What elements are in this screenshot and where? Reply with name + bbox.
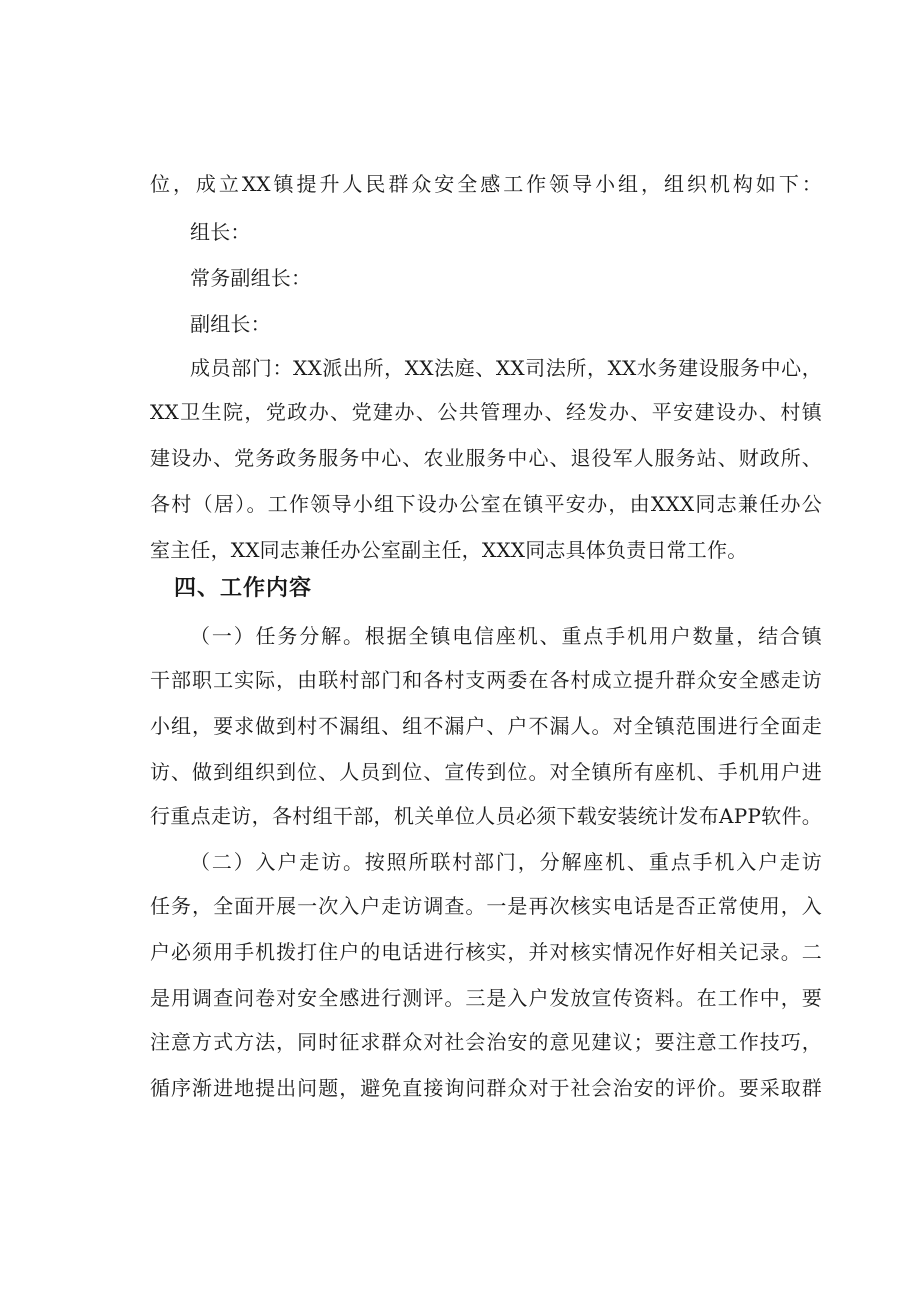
paragraph1-line: 干部职工实际，由联村部门和各村支两委在各村成立提升群众安全感走访 [150,668,822,692]
text-line-intro: 位，成立XX镇提升人民群众安全感工作领导小组，组织机构如下： [150,172,822,196]
text-line-deputy-leader: 副组长： [190,312,271,336]
paragraph2-line: （二）入户走访。按照所联村部门，分解座机、重点手机入户走访 [190,850,822,874]
paragraph1-line: 小组，要求做到村不漏组、组不漏户、户不漏人。对全镇范围进行全面走 [150,714,822,738]
paragraph2-line: 任务，全面开展一次入户走访调查。一是再次核实电话是否正常使用，入 [150,894,822,918]
text-line-members-2: XX卫生院，党政办、党建办、公共管理办、经发办、平安建设办、村镇 [150,400,822,424]
text-line-members-5: 室主任，XX同志兼任办公室副主任，XXX同志具体负责日常工作。 [150,538,748,562]
paragraph2-line: 是用调查问卷对安全感进行测评。三是入户发放宣传资料。在工作中，要 [150,986,822,1010]
text-line-executive-deputy-leader: 常务副组长： [190,266,312,290]
paragraph1-line: 行重点走访，各村组干部，机关单位人员必须下载安装统计发布APP软件。 [150,804,822,828]
paragraph1-line: 访、做到组织到位、人员到位、宣传到位。对全镇所有座机、手机用户进 [150,760,822,784]
text-line-members-1: 成员部门：XX派出所，XX法庭、XX司法所，XX水务建设服务中心， [190,356,822,380]
text-line-members-3: 建设办、党务政务服务中心、农业服务中心、退役军人服务站、财政所、 [150,446,822,470]
paragraph2-line: 循序渐进地提出问题，避免直接询问群众对于社会治安的评价。要采取群 [150,1076,822,1100]
section-heading: 四、工作内容 [174,576,313,601]
text-line-leader: 组长： [190,220,251,244]
paragraph2-line: 注意方式方法，同时征求群众对社会治安的意见建议；要注意工作技巧， [150,1030,822,1054]
paragraph1-line: （一）任务分解。根据全镇电信座机、重点手机用户数量，结合镇 [190,624,822,648]
paragraph2-line: 户必须用手机拨打住户的电话进行核实，并对核实情况作好相关记录。二 [150,940,822,964]
text-line-members-4: 各村（居）。工作领导小组下设办公室在镇平安办，由XXX同志兼任办公 [150,492,822,516]
